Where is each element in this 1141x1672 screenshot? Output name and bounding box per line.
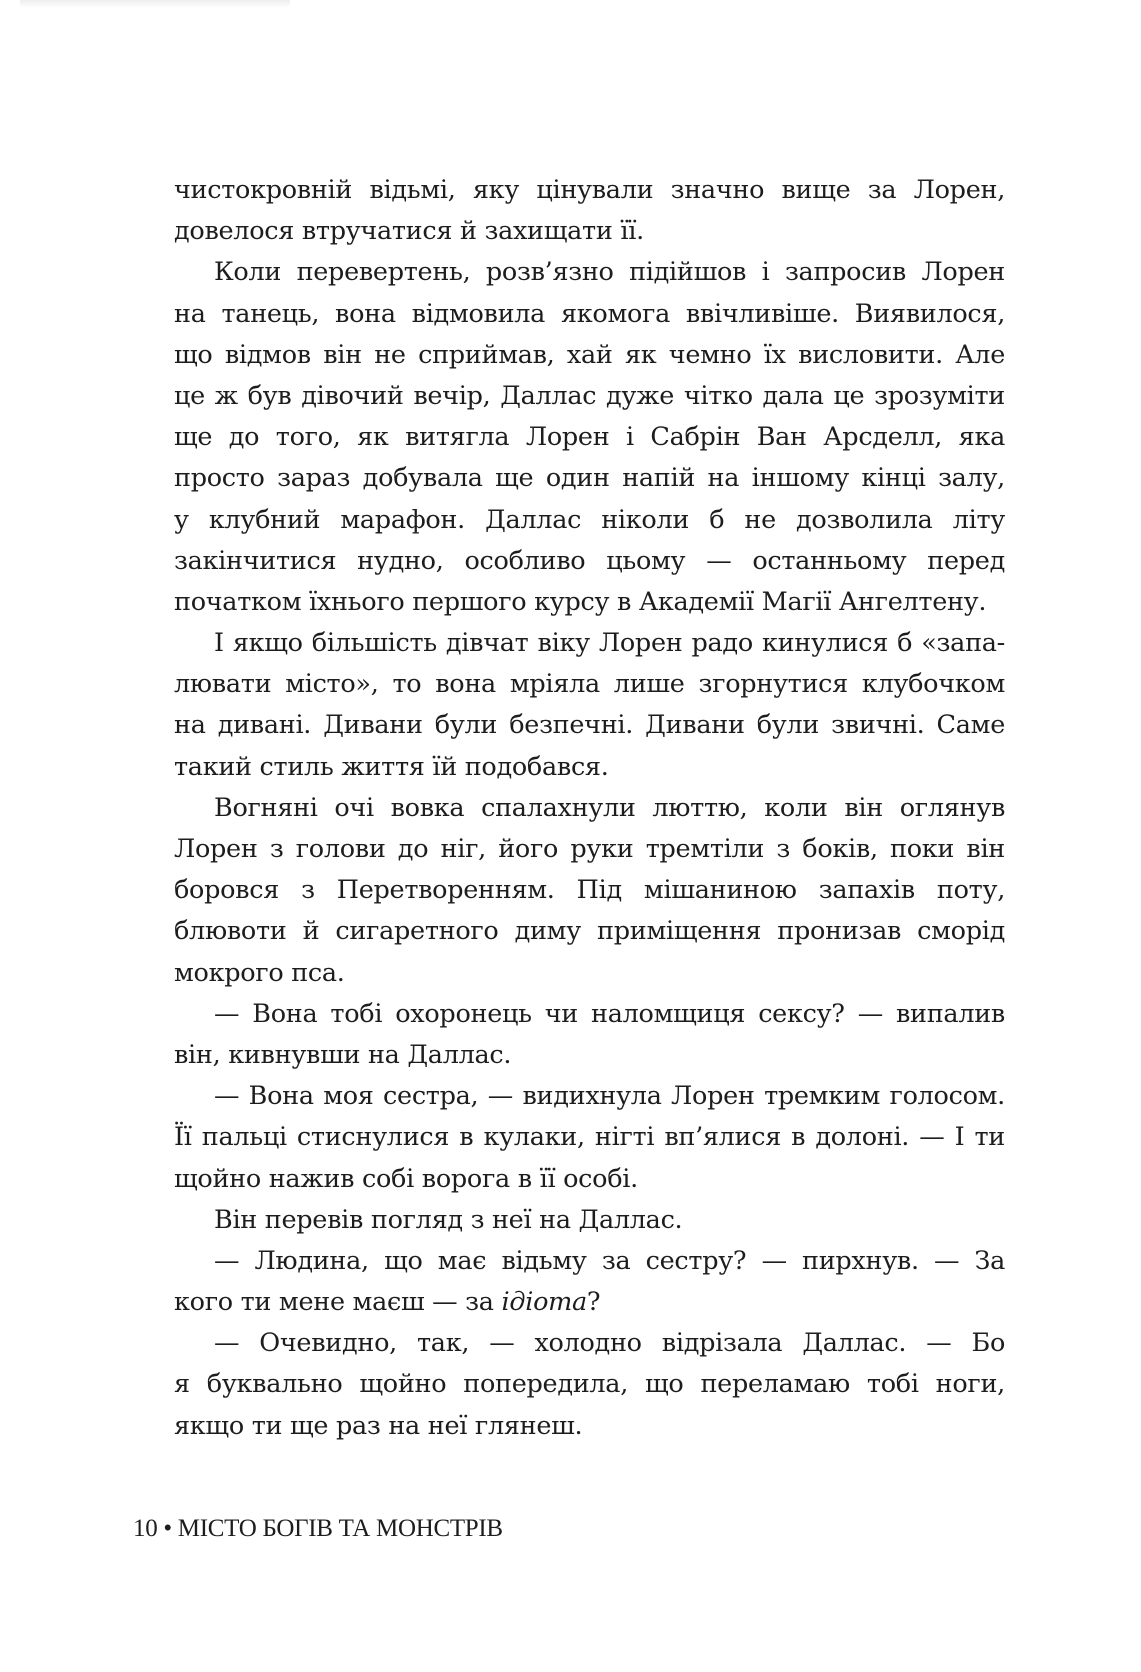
body-text [174,170,1005,1447]
text-line: на дивані. Дивани були безпечні. Дивани були звичні. Саме [174,710,1005,741]
text-line: Її пальці стиснулися в кулаки, нігті вп’ялися в долоні. — І ти [174,1122,1005,1153]
text-line: закінчитися нудно, особливо цьому — останньому перед [174,545,1005,576]
page-number: 10 [133,1515,158,1542]
text-line: він, кивнувши на Даллас. [174,1039,512,1070]
text-line: І якщо більшість дівчат віку Лорен радо кинулися б «запа- [214,628,1005,659]
text-line: такий стиль життя їй подобався. [174,751,609,782]
footer-separator: • [163,1515,172,1542]
scan-edge-shadow [20,0,290,8]
text-line: кого ти мене маєш — за ідіота? [174,1287,601,1318]
text-line: щойно нажив собі ворога в її особі. [174,1163,638,1194]
text-line: довелося втручатися й захищати її. [174,216,644,247]
text-line: — Людина, що має відьму за сестру? — пирхнув. — За [214,1245,1005,1276]
text-line: боровся з Перетворенням. Під мішаниною запахів поту, [174,875,1005,906]
page-footer [133,1515,503,1543]
text-line: на танець, вона відмовила якомога ввічливіше. Виявилося, [174,298,1005,329]
text-line: я буквально щойно попередила, що переламаю тобі ноги, [174,1369,1005,1400]
text-line: Він перевів погляд з неї на Даллас. [214,1204,683,1235]
text-line: мокрого пса. [174,957,345,988]
text-line: лювати місто», то вона мріяла лише згорнутися клубочком [174,669,1005,700]
text-line: блювоти й сигаретного диму приміщення пронизав сморід [174,916,1005,947]
text-line: початком їхнього першого курсу в Академії Магії Ангелтену. [174,586,987,617]
text-line: Лорен з голови до ніг, його руки тремтіли з боків, поки він [174,834,1005,864]
text-line: що відмов він не сприймав, хай як чемно їх висловити. Але [174,339,1005,370]
text-line: ще до того, як витягла Лорен і Сабрін Ван Арсделл, яка [174,422,1005,453]
text-line: — Очевидно, так, — холодно відрізала Даллас. — Бо [214,1328,1005,1359]
text-line: — Вона моя сестра, — видихнула Лорен тремким голосом. [214,1081,1005,1112]
text-line: просто зараз добувала ще один напій на іншому кінці залу, [174,463,1005,494]
text-line: Вогняні очі вовка спалахнули люттю, коли він оглянув [214,792,1005,823]
text-line: чистокровній відьмі, яку цінували значно вище за Лорен, [174,175,1005,205]
text-line: — Вона тобі охоронець чи наломщиця сексу? — випалив [214,998,1005,1029]
text-line: якщо ти ще раз на неї глянеш. [174,1410,583,1441]
italic-word: ідіота [501,1287,587,1318]
text-line: це ж був дівочий вечір, Даллас дуже чітко дала це зрозуміти [174,380,1005,411]
text-line: у клубний марафон. Даллас ніколи б не дозволила літу [174,504,1005,535]
text-line: Коли перевертень, розв’язно підійшов і запросив Лорен [214,257,1005,288]
running-title: МІСТО БОГІВ ТА МОНСТРІВ [177,1515,503,1542]
